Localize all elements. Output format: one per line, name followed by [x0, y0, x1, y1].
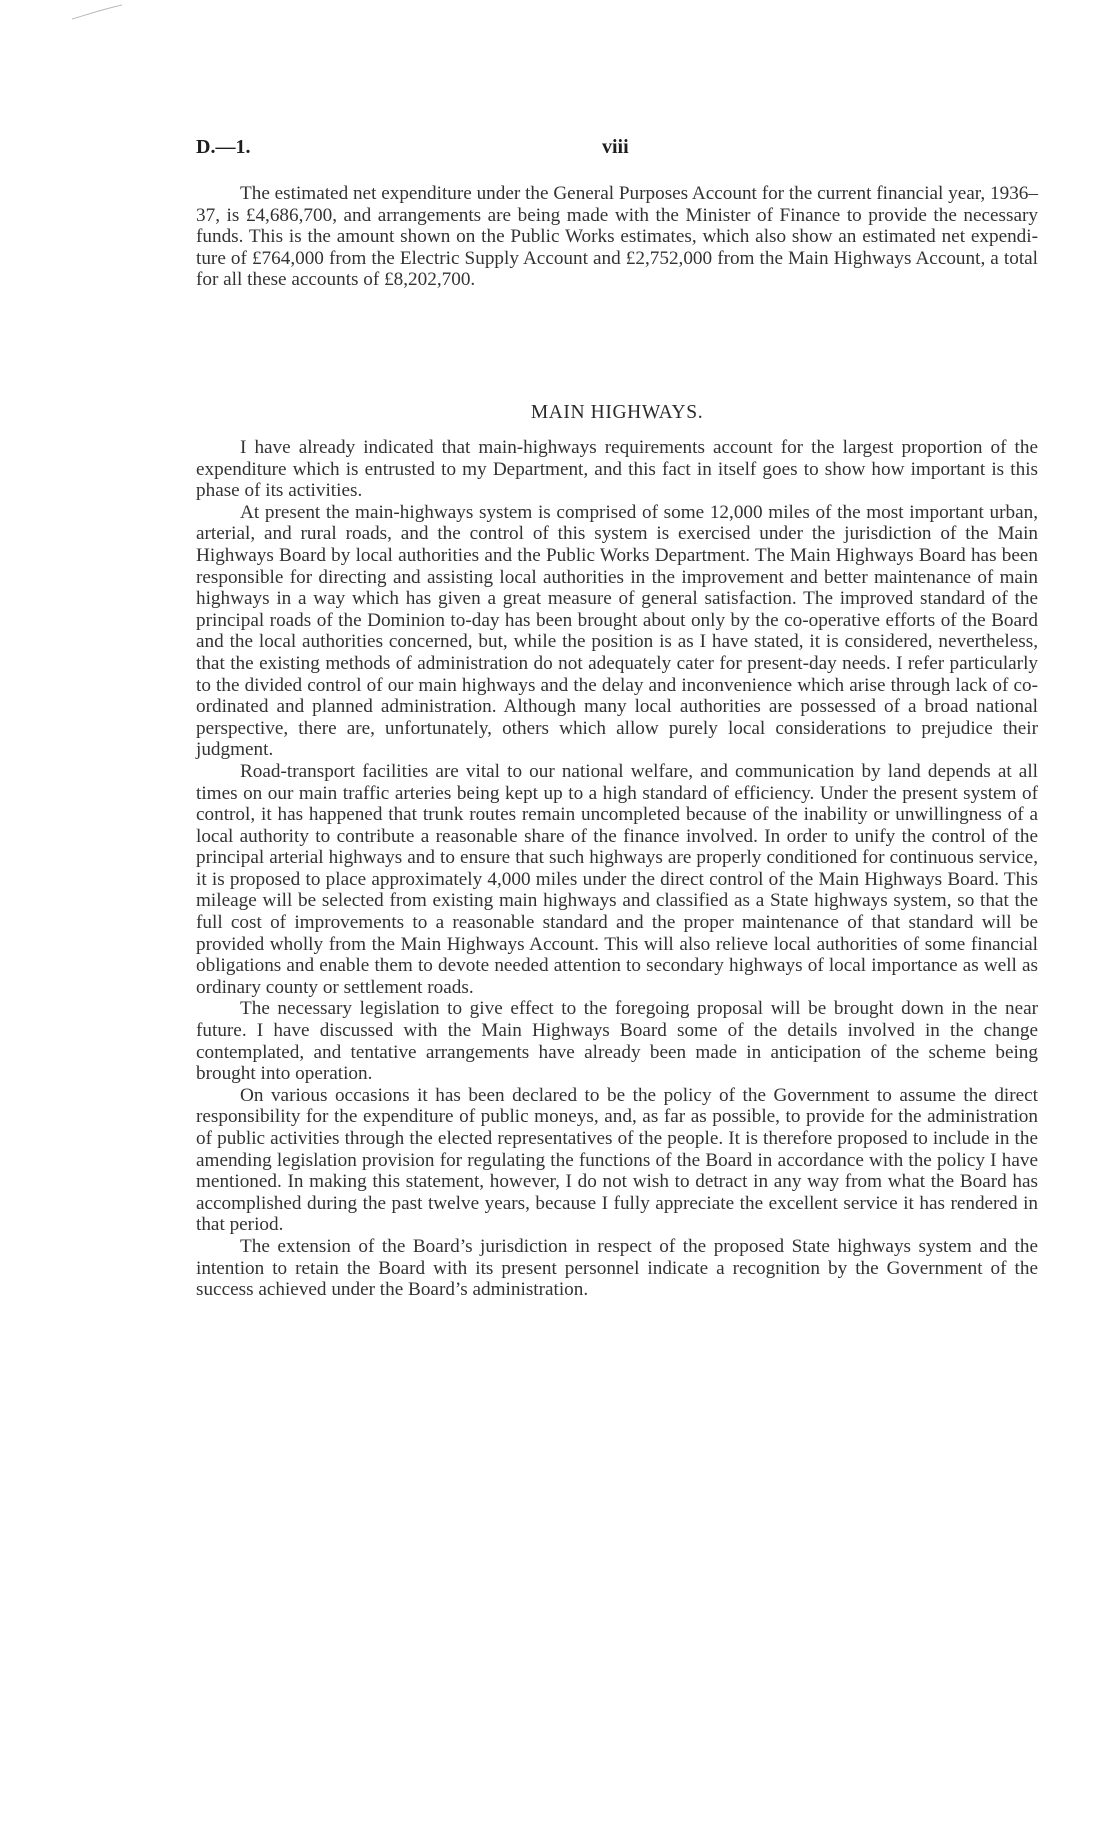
paragraph: The necessary legislation to give effect to the foregoing proposal will be brought down in the near future. I have discussed with the Main Highways Board some of the details involved in the change contemplated, and tentative arrangements have already been made in anticipation of the scheme being brought into operation.	[196, 998, 1038, 1085]
page-header	[196, 136, 1034, 164]
paragraph: On various occasions it has been declared to be the policy of the Government to assume the direct responsibility for the expenditure of public moneys, and, as far as possible, to provide for the administration of public activities through the elected representatives of the people. It is therefore proposed to include in the amending legislation provision for regulating the functions of the Board in accordance with the policy I have mentioned. In making this statement, however, I do not wish to detract in any way from what the Board has accomplished during the past twelve years, because I fully appreciate the excellent service it has rendered in that period.	[196, 1084, 1038, 1236]
paragraph: The extension of the Board’s jurisdiction in respect of the proposed State highways system and the intention to retain the Board with its present personnel indicate a recognition by the Government of the success achieved under the Board’s administration.	[196, 1235, 1038, 1301]
main-highways-section	[196, 437, 1038, 1301]
scan-pencil-mark	[70, 4, 124, 22]
intro-paragraph: The estimated net expenditure under the General Purposes Account for the current financial year, 1936–37, is £4,686,700, and arrangements are being made with the Minister of Finance to provide the necessary funds. This is the amount shown on the Public Works estimates, which also show an estimated net expenditure of £764,000 from the Electric Supply Account and £2,752,000 from the Main Highways Account, a total for all these accounts of £8,202,700.	[196, 183, 1038, 291]
paragraph: I have already indicated that main-highways requirements account for the largest proportion of the expenditure which is entrusted to my Department, and this fact in itself goes to show how important is this phase of its activities.	[196, 437, 1038, 502]
paragraph: At present the main-highways system is comprised of some 12,000 miles of the most important urban, arterial, and rural roads, and the control of this system is exercised under the jurisdiction of the Main Highways Board by local authorities and the Public Works Department. The Main Highways Board has been responsible for directing and assisting local authorities in the improvement and better maintenance of main highways in a way which has given a great measure of general satisfaction. The improved standard of the principal roads of the Dominion to-day has been brought about only by the co-operative efforts of the Board and the local authorities concerned, but, while the position is as I have stated, it is considered, nevertheless, that the existing methods of administration do not adequately cater for present-day needs. I refer particularly to the divided control of our main highways and the delay and inconvenience which arise through lack of co-ordinated and planned administration. Although many local authorities are possessed of a broad national perspective, there are, unfortunately, others which allow purely local considerations to prejudice their judgment.	[196, 501, 1038, 761]
section-heading: MAIN HIGHWAYS.	[530, 402, 704, 423]
paragraph: Road-transport facilities are vital to our national welfare, and communication by land depends at all times on our main traffic arteries being kept up to a high standard of efficiency. Under the present system of control, it has happened that trunk routes remain uncompleted because of the inability or unwillingness of a local authority to contribute a reasonable share of the finance involved. In order to unify the control of the principal arterial highways and to ensure that such highways are properly conditioned for continuous service, it is proposed to place approximately 4,000 miles under the direct control of the Main Highways Board. This mileage will be selected from existing main highways and classified as a State highways system, so that the full cost of improvements to a reasonable standard and the proper maintenance of that standard will be provided wholly from the Main Highways Account. This will also relieve local authorities of some financial obligations and enable them to devote needed attention to secondary highways of local importance as well as ordinary county or settlement roads.	[196, 760, 1038, 998]
page-number: viii	[602, 136, 629, 158]
document-reference: D.—1.	[196, 136, 251, 158]
intro-section	[196, 183, 1038, 291]
